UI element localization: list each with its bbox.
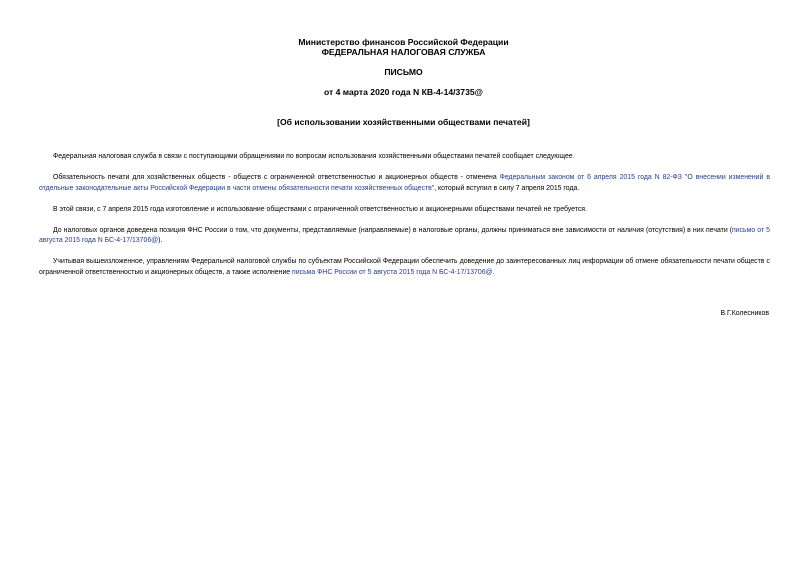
paragraph-1: Федеральная налоговая служба в связи с поступающими обращениями по вопросам использования хозяйственными обществами печатей сообщает следующее.: [53, 153, 575, 160]
paragraph-5: [39, 257, 770, 278]
paragraph-2: [39, 173, 770, 194]
document-type: ПИСЬМО: [384, 67, 423, 77]
paragraph-2-text-start: Обязательность печати для хозяйственных обществ - обществ с ограниченной ответственностью и акционерных обществ - отменена: [53, 174, 500, 181]
paragraph-2-text-end: , который вступил в силу 7 апреля 2015 года.: [434, 184, 580, 192]
letter-body: [39, 152, 770, 289]
paragraph-5-text-end: .: [492, 268, 495, 276]
paragraph-4-text-start: До налоговых органов доведена позиция ФНС России о том, что документы, представляемые (направляемые) в налоговые органы, должны приниматься вне зависимости от наличия (отсутствия) в них печати (: [53, 226, 733, 234]
signature: В.Г.Колесников: [720, 310, 769, 317]
fns-letter-link-1[interactable]: письмо от 5 августа 2015 года N БС-4-17/13706@: [39, 226, 771, 244]
paragraph-4-text-end: ).: [158, 237, 163, 244]
paragraph-3: В этой связи, с 7 апреля 2015 года изготовление и использование обществами с ограниченной ответственностью и акционерными обществами печатей не требуется.: [53, 205, 587, 213]
service-title: ФЕДЕРАЛЬНАЯ НАЛОГОВАЯ СЛУЖБА: [321, 47, 486, 57]
document-date-number: от 4 марта 2020 года N КВ-4-14/3735@: [323, 87, 484, 97]
paragraph-5-text-start: Учитывая вышеизложенное, управлениям Федеральной налоговой службы по субъектам Российской Федерации обеспечить доведение до заинтересованных лиц информации об отмене обязательности печати обществ с ограниченной ответственностью и акционерных обществ, а также исполнение: [39, 258, 770, 276]
document-subject: [Об использовании хозяйственными обществами печатей]: [277, 117, 530, 127]
federal-law-link[interactable]: Федеральным законом от 6 апреля 2015 года N 82-ФЗ "О внесении изменений в отдельные законодательные акты Российской Федерации в части отмены обязательности печати хозяйственных обществ": [39, 174, 770, 192]
paragraph-4: [39, 226, 770, 247]
fns-letter-link-2[interactable]: письма ФНС России от 5 августа 2015 года N БС-4-17/13706@: [292, 268, 493, 276]
ministry-title: Министерство финансов Российской Федерации: [298, 37, 509, 47]
